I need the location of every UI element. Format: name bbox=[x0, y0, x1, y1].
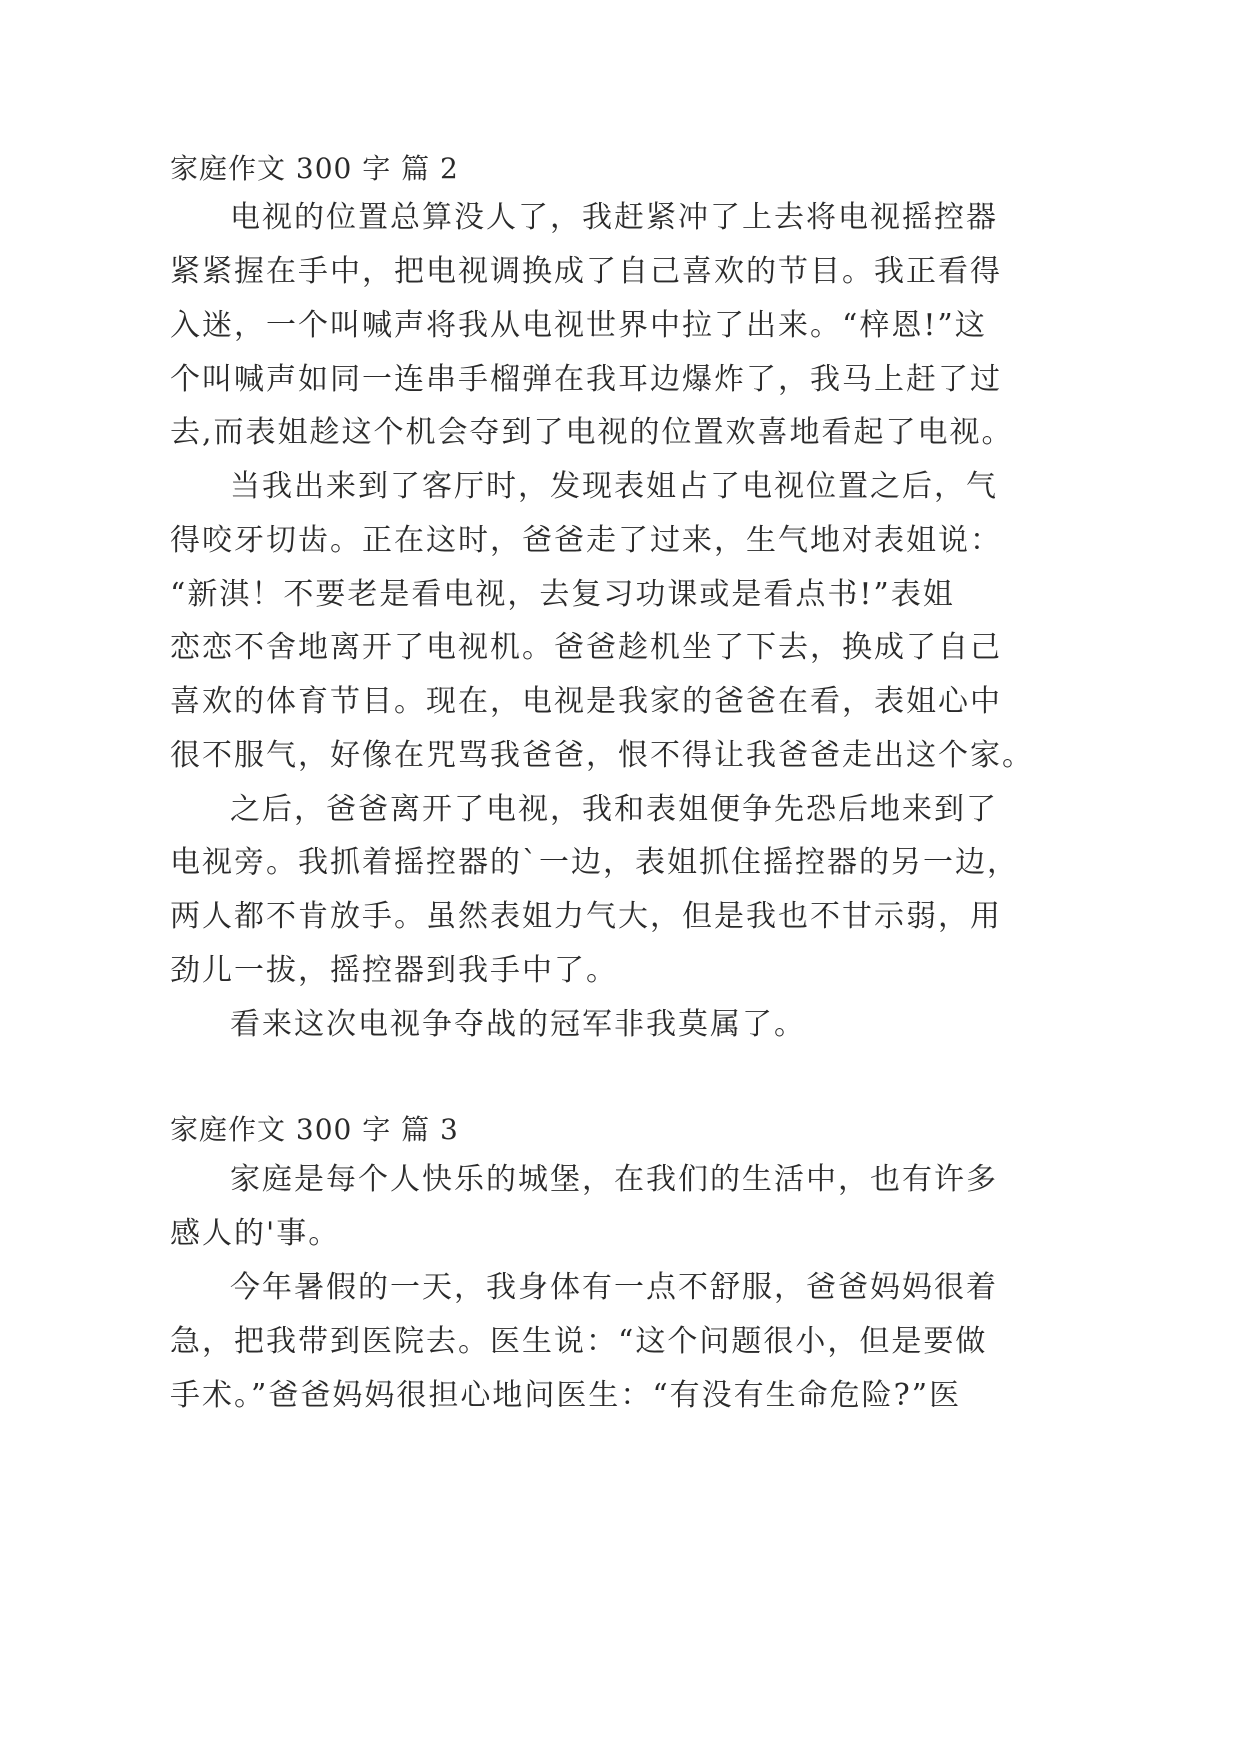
paragraph-line: 之后，爸爸离开了电视，我和表姐便争先恐后地来到了 bbox=[230, 792, 998, 827]
paragraph-line: 喜欢的体育节目。现在，电视是我家的爸爸在看，表姐心中 bbox=[170, 684, 1002, 719]
paragraph-line: 去,而表姐趁这个机会夺到了电视的位置欢喜地看起了电视。 bbox=[170, 415, 1014, 450]
paragraph-line: 入迷，一个叫喊声将我从电视世界中拉了出来。“梓恩!”这 bbox=[170, 308, 987, 343]
paragraph-line: 两人都不肯放手。虽然表姐力气大，但是我也不甘示弱，用 bbox=[170, 899, 1002, 934]
paragraph-line: 当我出来到了客厅时，发现表姐占了电视位置之后，气 bbox=[230, 469, 998, 504]
paragraph-line: 感人的'事。 bbox=[170, 1216, 341, 1251]
paragraph-line: 家庭是每个人快乐的城堡，在我们的生活中，也有许多 bbox=[230, 1162, 998, 1197]
paragraph-line: 紧紧握在手中，把电视调换成了自己喜欢的节目。我正看得 bbox=[170, 254, 1002, 289]
section-heading: 家庭作文 300 字 篇 2 bbox=[170, 152, 459, 185]
paragraph-line: 电视的位置总算没人了，我赶紧冲了上去将电视摇控器 bbox=[230, 200, 998, 235]
paragraph-line: “新淇！不要老是看电视，去复习功课或是看点书!”表姐 bbox=[170, 577, 955, 612]
paragraph-line: 得咬牙切齿。正在这时，爸爸走了过来，生气地对表姐说： bbox=[170, 523, 1002, 558]
paragraph-line: 恋恋不舍地离开了电视机。爸爸趁机坐了下去，换成了自己 bbox=[170, 630, 1002, 665]
paragraph-line: 手术。”爸爸妈妈很担心地问医生：“有没有生命危险?”医 bbox=[170, 1378, 962, 1413]
section-heading: 家庭作文 300 字 篇 3 bbox=[170, 1113, 459, 1146]
paragraph-line: 电视旁。我抓着摇控器的`一边，表姐抓住摇控器的另一边， bbox=[170, 845, 1019, 880]
paragraph-line: 劲儿一拔，摇控器到我手中了。 bbox=[170, 953, 618, 988]
paragraph-line: 很不服气，好像在咒骂我爸爸，恨不得让我爸爸走出这个家。 bbox=[170, 738, 1034, 773]
paragraph-line: 今年暑假的一天，我身体有一点不舒服，爸爸妈妈很着 bbox=[230, 1270, 998, 1305]
paragraph-line: 急，把我带到医院去。医生说：“这个问题很小，但是要做 bbox=[170, 1324, 988, 1359]
paragraph-line: 个叫喊声如同一连串手榴弹在我耳边爆炸了，我马上赶了过 bbox=[170, 362, 1002, 397]
paragraph-line: 看来这次电视争夺战的冠军非我莫属了。 bbox=[230, 1007, 806, 1042]
